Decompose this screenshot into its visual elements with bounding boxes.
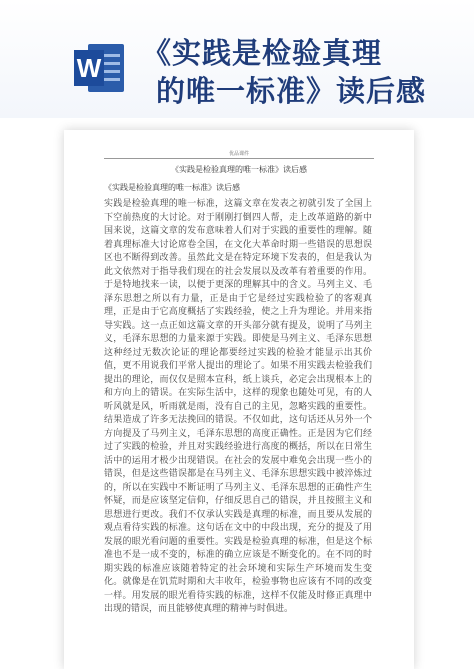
document-subtitle: 《实践是检验真理的唯一标准》读后感 (104, 183, 240, 192)
document-page (64, 130, 414, 669)
document-body: 实践是检验真理的唯一标准，这篇文章在发表之初就引发了全国上下空前热度的大讨论。对于刚刚打倒四人帮，走上改革道路的新中国来说，这篇文章的发布意味着人们对于实践的重要性的理解。随着真理标准大讨论席卷全国，在文化大革命时期一些错误的思想误区也不断得到改善。虽然此文是在特定环境下发表的，但是我认为此文依然对于指导我们现在的社会发展以及改革有着重要的作用。于是特地找来一读，以便于更深的理解其中的含义。马列主义、毛泽东思想之所以有力量，正是由于它是经过实践检验了的客观真理，正是由于它高度概括了实践经验，使之上升为理论。并用来指导实践。这一点正如这篇文章的开头部分就有提及，说明了马列主义，毛泽东思想的力量来源于实践。即使是马列主义、毛泽东思想这种经过无数次论证的理论都要经过实践的检验才能显示出其价值，更不用说我们平常人提出的理论了。如果不用实践去检验我们提出的理论，而仅仅是照本宣科，纸上谈兵，必定会出现根本上的和方向上的错误。在实际生活中，这样的现象也随处可见，有的人听风就是风，听雨就是雨，没有自己的主见，忽略实践的重要性。结果造成了许多无法挽回的错误。不仅如此，这句话还从另外一个方向提及了马列主义，毛泽东思想的高度正确性。正是因为它们经过了实践的检验，并且对实践经验进行高度的概括，所以在日常生活中的运用才极少出现错误。在社会的发展中难免会出现一些小的错误，但是这些错误都是在马列主义、毛泽东思想实践中被淬炼过的，所以在实践中不断证明了马列主义、毛泽东思想的正确性产生怀疑，而是应该坚定信仰，仔细反思自己的错误，并且按照主义和思想进行更改。我们不仅承认实践是真理的标准，而且要从发展的观点看待实践的标准。这句话在文中的中段出现，充分的提及了用发展的眼光看问题的重要性。实践是检验真理的标准，但是这个标准也不是一成不变的，标准的确立应该是不断变化的。在不同的时期实践的标准应该随着特定的社会环境和实际生产环境而发生变化。就像是在饥荒时期和大丰收年，检验事物也应该有不同的改变一样。用发展的眼光看待实践的标准，这样不仅能及时修正真理中出现的错误，而且能够使真理的精神与时俱进。 (104, 199, 372, 614)
document-title: 《实践是检验真理的唯一标准》读后感 (171, 165, 307, 174)
word-icon (74, 40, 126, 96)
running-head: 优品课件 (228, 151, 249, 157)
banner-header (0, 0, 474, 118)
banner-title-line1: 《实践是检验真理 (142, 36, 383, 70)
banner-title (140, 34, 460, 110)
header-rule (104, 158, 374, 159)
word-icon-letter: W (74, 50, 104, 86)
banner-title-line2: 的唯一标准》读后感 (156, 74, 427, 108)
